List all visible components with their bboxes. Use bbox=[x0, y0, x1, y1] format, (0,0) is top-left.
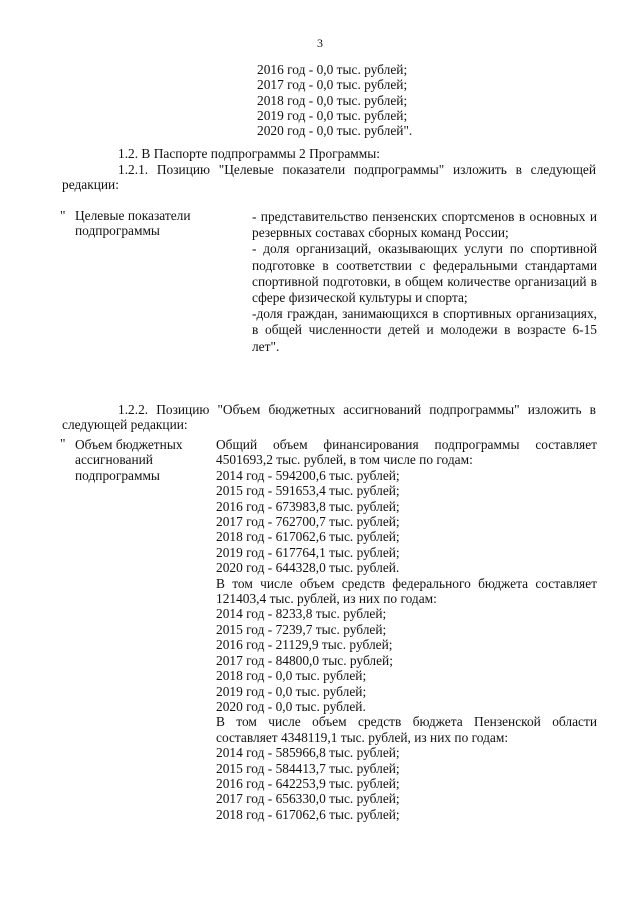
section-1-2-1: 1.2.1. Позицию "Целевые показатели подпрограммы" изложить в следующей редакции: bbox=[62, 162, 596, 193]
table1-label bbox=[75, 208, 245, 239]
table1-label-line: Целевые показатели bbox=[75, 208, 191, 223]
list-item: 2014 год - 585966,8 тыс. рублей; bbox=[216, 745, 400, 761]
page-number: 3 bbox=[317, 36, 323, 50]
list-item: 2016 год - 642253,9 тыс. рублей; bbox=[216, 775, 400, 791]
federal-intro: В том числе объем средств федерального бюджета составляет 121403,4 тыс. рублей, из них по годам: bbox=[216, 575, 597, 607]
table2-content bbox=[216, 437, 597, 822]
regional-intro: В том числе объем средств бюджета Пензенской области составляет 4348119,1 тыс. рублей, из них по годам: bbox=[216, 714, 597, 745]
list-item: 2016 год - 673983,8 тыс. рублей; bbox=[216, 498, 400, 514]
table2-quote: " bbox=[60, 436, 66, 451]
list-item: 2017 год - 762700,7 тыс. рублей; bbox=[216, 514, 400, 530]
list-item: 2017 год - 84800,0 тыс. рублей; bbox=[216, 652, 393, 668]
list-item: 2019 год - 0,0 тыс. рублей; bbox=[257, 107, 408, 123]
list-item: 2019 год - 617764,1 тыс. рублей; bbox=[216, 544, 400, 560]
table1-item: - представительство пензенских спортсменов в основных и резервных составах сборных команд России; bbox=[252, 209, 597, 241]
list-item: 2017 год - 0,0 тыс. рублей; bbox=[257, 77, 408, 93]
list-item: 2020 год - 644328,0 тыс. рублей. bbox=[216, 560, 400, 576]
list-item: 2018 год - 617062,6 тыс. рублей; bbox=[216, 806, 400, 822]
list-item: 2017 год - 656330,0 тыс. рублей; bbox=[216, 791, 400, 807]
list-item: 2016 год - 0,0 тыс. рублей; bbox=[257, 62, 408, 77]
top-year-list bbox=[257, 62, 537, 138]
list-item: 2018 год - 617062,6 тыс. рублей; bbox=[216, 529, 400, 545]
list-item: 2014 год - 8233,8 тыс. рублей; bbox=[216, 606, 387, 622]
table1-item: - доля организаций, оказывающих услуги по спортивной подготовке в соответствии с федеральными стандартами спортивной подготовки, в общем количестве организаций в сфере физической культуры и спорта; bbox=[252, 241, 597, 306]
list-item: 2020 год - 0,0 тыс. рублей. bbox=[216, 698, 366, 714]
section-1-2: 1.2. В Паспорте подпрограммы 2 Программы: bbox=[118, 146, 380, 161]
table1-item: -доля граждан, занимающихся в спортивных организациях, в общей численности детей и молодежи в возрасте 6-15 лет". bbox=[252, 306, 597, 354]
list-item: 2020 год - 0,0 тыс. рублей". bbox=[257, 123, 413, 139]
list-item: 2018 год - 0,0 тыс. рублей; bbox=[257, 92, 408, 108]
list-item: 2019 год - 0,0 тыс. рублей; bbox=[216, 683, 367, 699]
list-item: 2015 год - 584413,7 тыс. рублей; bbox=[216, 760, 400, 776]
table2-label-line: Объем бюджетных bbox=[75, 437, 183, 452]
table2-label bbox=[75, 437, 210, 483]
list-item: 2016 год - 21129,9 тыс. рублей; bbox=[216, 637, 393, 653]
table1-quote: " bbox=[60, 208, 66, 223]
list-item: 2018 год - 0,0 тыс. рублей; bbox=[216, 668, 367, 684]
table1-content bbox=[252, 209, 597, 355]
table2-label-line: подпрограммы bbox=[75, 467, 160, 483]
list-item: 2015 год - 7239,7 тыс. рублей; bbox=[216, 621, 387, 637]
table2-label-line: ассигнований bbox=[75, 452, 153, 468]
list-item: 2015 год - 591653,4 тыс. рублей; bbox=[216, 483, 400, 499]
table1-label-line: подпрограммы bbox=[75, 223, 160, 239]
list-item: 2014 год - 594200,6 тыс. рублей; bbox=[216, 467, 400, 483]
section-1-2-2: 1.2.2. Позицию "Объем бюджетных ассигнований подпрограммы" изложить в следующей редакции: bbox=[62, 402, 596, 433]
total-intro: Общий объем финансирования подпрограммы составляет 4501693,2 тыс. рублей, в том числе по годам: bbox=[216, 437, 597, 468]
